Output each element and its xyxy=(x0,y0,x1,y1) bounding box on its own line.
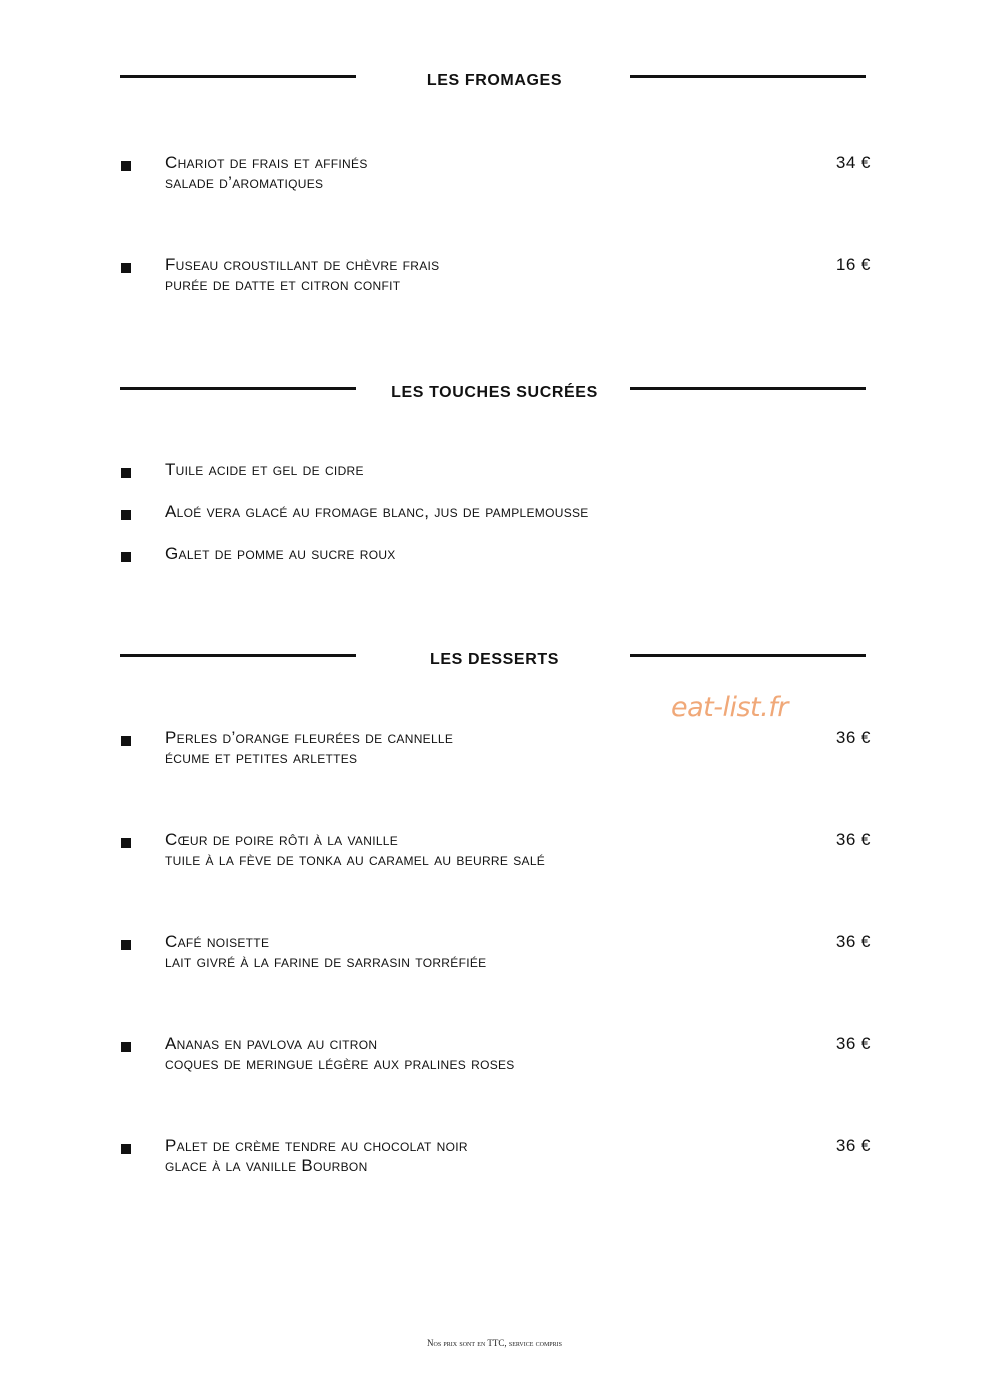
item-description: salade d’aromatiques xyxy=(165,173,324,192)
item-price: 36 € xyxy=(835,830,871,849)
bullet-square-icon xyxy=(121,736,131,746)
section-header-fromages xyxy=(0,72,989,95)
divider-line xyxy=(630,75,866,78)
footer-note: Nos prix sont en TTC, service compris xyxy=(427,1338,562,1348)
item-name: Café noisette xyxy=(165,932,270,951)
section-title: LES FROMAGES xyxy=(426,72,563,89)
section-title: LES TOUCHES SUCRÉES xyxy=(391,384,598,401)
item-name: Chariot de frais et affinés xyxy=(165,153,368,172)
item-price: 36 € xyxy=(835,1034,871,1053)
item-name: Palet de crème tendre au chocolat noir xyxy=(165,1136,468,1155)
item-name: Tuile acide et gel de cidre xyxy=(165,460,364,479)
item-description: glace à la vanille Bourbon xyxy=(165,1156,368,1175)
item-description: écume et petites arlettes xyxy=(165,748,358,767)
section-title: LES DESSERTS xyxy=(429,651,559,668)
item-price: 16 € xyxy=(835,255,871,274)
item-price: 34 € xyxy=(835,153,871,172)
item-name: Cœur de poire rôti à la vanille xyxy=(165,830,399,849)
item-name: Perles d’orange fleurées de cannelle xyxy=(165,728,454,747)
bullet-square-icon xyxy=(121,161,131,171)
bullet-square-icon xyxy=(121,468,131,478)
item-description: purée de datte et citron confit xyxy=(165,275,401,294)
divider-line xyxy=(630,387,866,390)
item-price: 36 € xyxy=(835,1136,871,1155)
bullet-square-icon xyxy=(121,1144,131,1154)
item-price: 36 € xyxy=(835,728,871,747)
bullet-square-icon xyxy=(121,940,131,950)
section-header-desserts xyxy=(0,651,989,674)
item-description: coques de meringue légère aux pralines roses xyxy=(165,1054,515,1073)
bullet-square-icon xyxy=(121,552,131,562)
bullet-square-icon xyxy=(121,263,131,273)
bullet-square-icon xyxy=(121,510,131,520)
item-name: Aloé vera glacé au fromage blanc, jus de pamplemousse xyxy=(165,502,589,521)
watermark-logo: eat-list.fr xyxy=(671,692,788,723)
section-header-touches-sucrees xyxy=(0,384,989,407)
item-description: tuile à la fève de tonka au caramel au beurre salé xyxy=(165,850,546,869)
item-price: 36 € xyxy=(835,932,871,951)
item-name: Galet de pomme au sucre roux xyxy=(165,544,396,563)
item-name: Ananas en pavlova au citron xyxy=(165,1034,378,1053)
divider-line xyxy=(630,654,866,657)
bullet-square-icon xyxy=(121,1042,131,1052)
item-name: Fuseau croustillant de chèvre frais xyxy=(165,255,440,274)
item-description: lait givré à la farine de sarrasin torréfiée xyxy=(165,952,487,971)
bullet-square-icon xyxy=(121,838,131,848)
